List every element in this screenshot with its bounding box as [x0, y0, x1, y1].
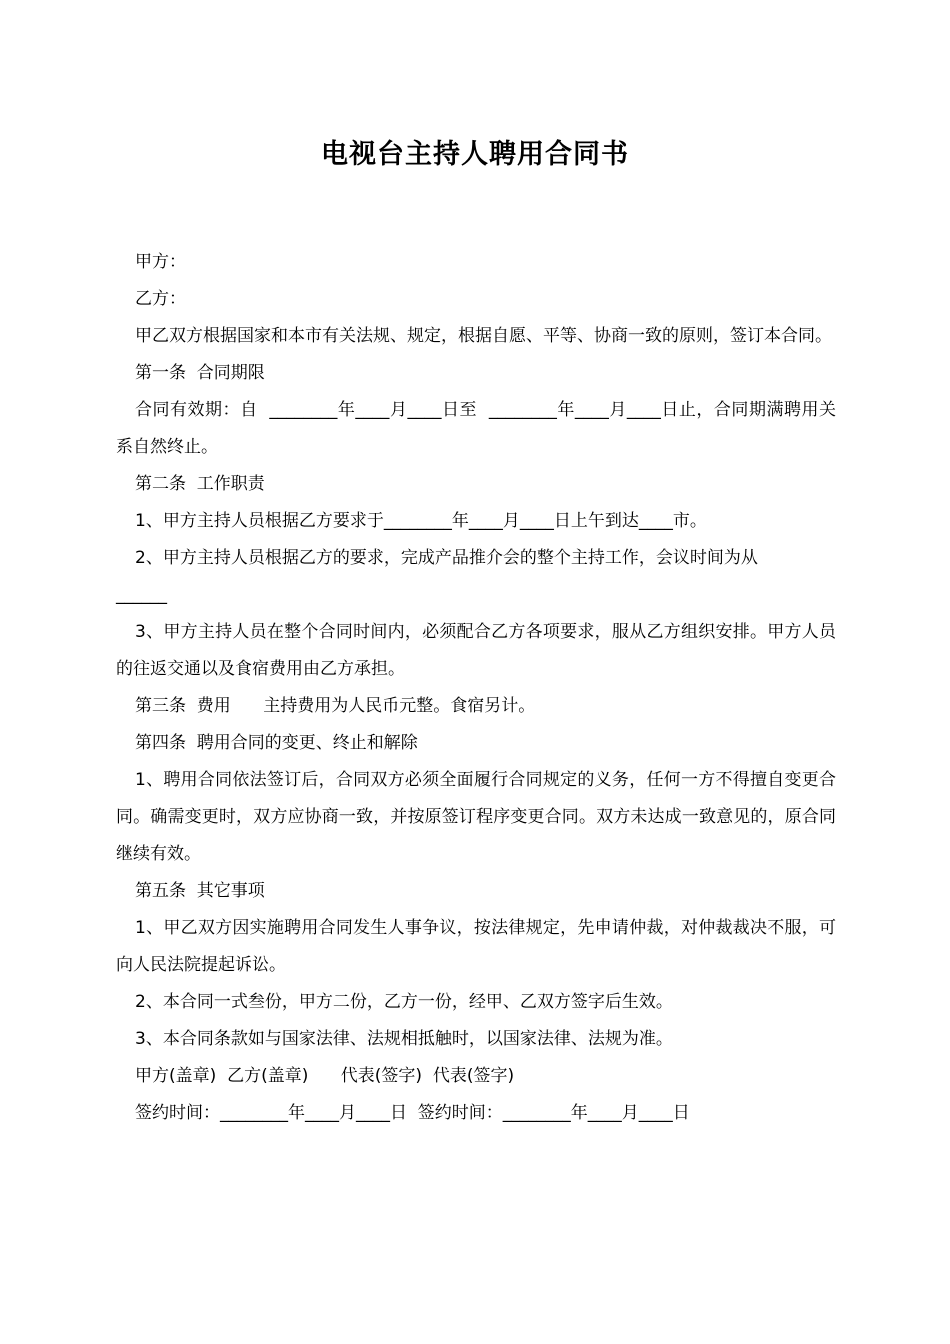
article-2-item-2: 2、甲方主持人员根据乙方的要求，完成产品推介会的整个主持工作，会议时间为从 — [135, 548, 758, 568]
article-5-item-2: 2、本合同一式叁份，甲方二份，乙方一份，经甲、乙双方签字后生效。 — [135, 992, 673, 1012]
article-2-heading: 第二条 工作职责 — [135, 474, 265, 494]
article-4-item-1: 1、聘用合同依法签订后，合同双方必须全面履行合同规定的义务，任何一方不得擅自变更合同。确需变更时，双方应协商一致，并按原签订程序变更合同。双方未达成一致意见的，原合同继续有效。 — [116, 770, 836, 864]
article-5-item-1: 1、甲乙双方因实施聘用合同发生人事争议，按法律规定，先申请仲裁，对仲裁裁决不服，可向人民法院提起诉讼。 — [116, 918, 836, 975]
article-1-term-paragraph: 合同有效期：自 ________年____月____日至 ________年____月____日止，合同期满聘用关系自然终止。 — [116, 400, 836, 457]
article-4-heading: 第四条 聘用合同的变更、终止和解除 — [135, 733, 418, 753]
article-2-item-3: 3、甲方主持人员在整个合同时间内，必须配合乙方各项要求，服从乙方组织安排。甲方人员的往返交通以及食宿费用由乙方承担。 — [116, 622, 836, 679]
document-body — [116, 244, 836, 1132]
article-1-heading: 第一条 合同期限 — [135, 363, 265, 383]
signature-parties-line: 甲方(盖章) 乙方(盖章) 代表(签字) 代表(签字) — [135, 1066, 515, 1086]
signing-date-line: 签约时间：________年____月____日 签约时间：________年____月____日 — [135, 1103, 690, 1123]
article-2-item-2-blank: ______ — [116, 585, 167, 605]
party-b-line: 乙方： — [135, 289, 186, 309]
article-2-item-1: 1、甲方主持人员根据乙方要求于________年____月____日上午到达____市。 — [135, 511, 707, 531]
article-3-fee-line: 第三条 费用 主持费用为人民币元整。食宿另计。 — [135, 696, 536, 716]
preamble-paragraph: 甲乙双方根据国家和本市有关法规、规定，根据自愿、平等、协商一致的原则，签订本合同。 — [135, 326, 832, 346]
article-5-item-3: 3、本合同条款如与国家法律、法规相抵触时，以国家法律、法规为准。 — [135, 1029, 673, 1049]
party-a-line: 甲方： — [135, 252, 186, 272]
document-title: 电视台主持人聘用合同书 — [321, 139, 629, 170]
article-5-heading: 第五条 其它事项 — [135, 881, 265, 901]
